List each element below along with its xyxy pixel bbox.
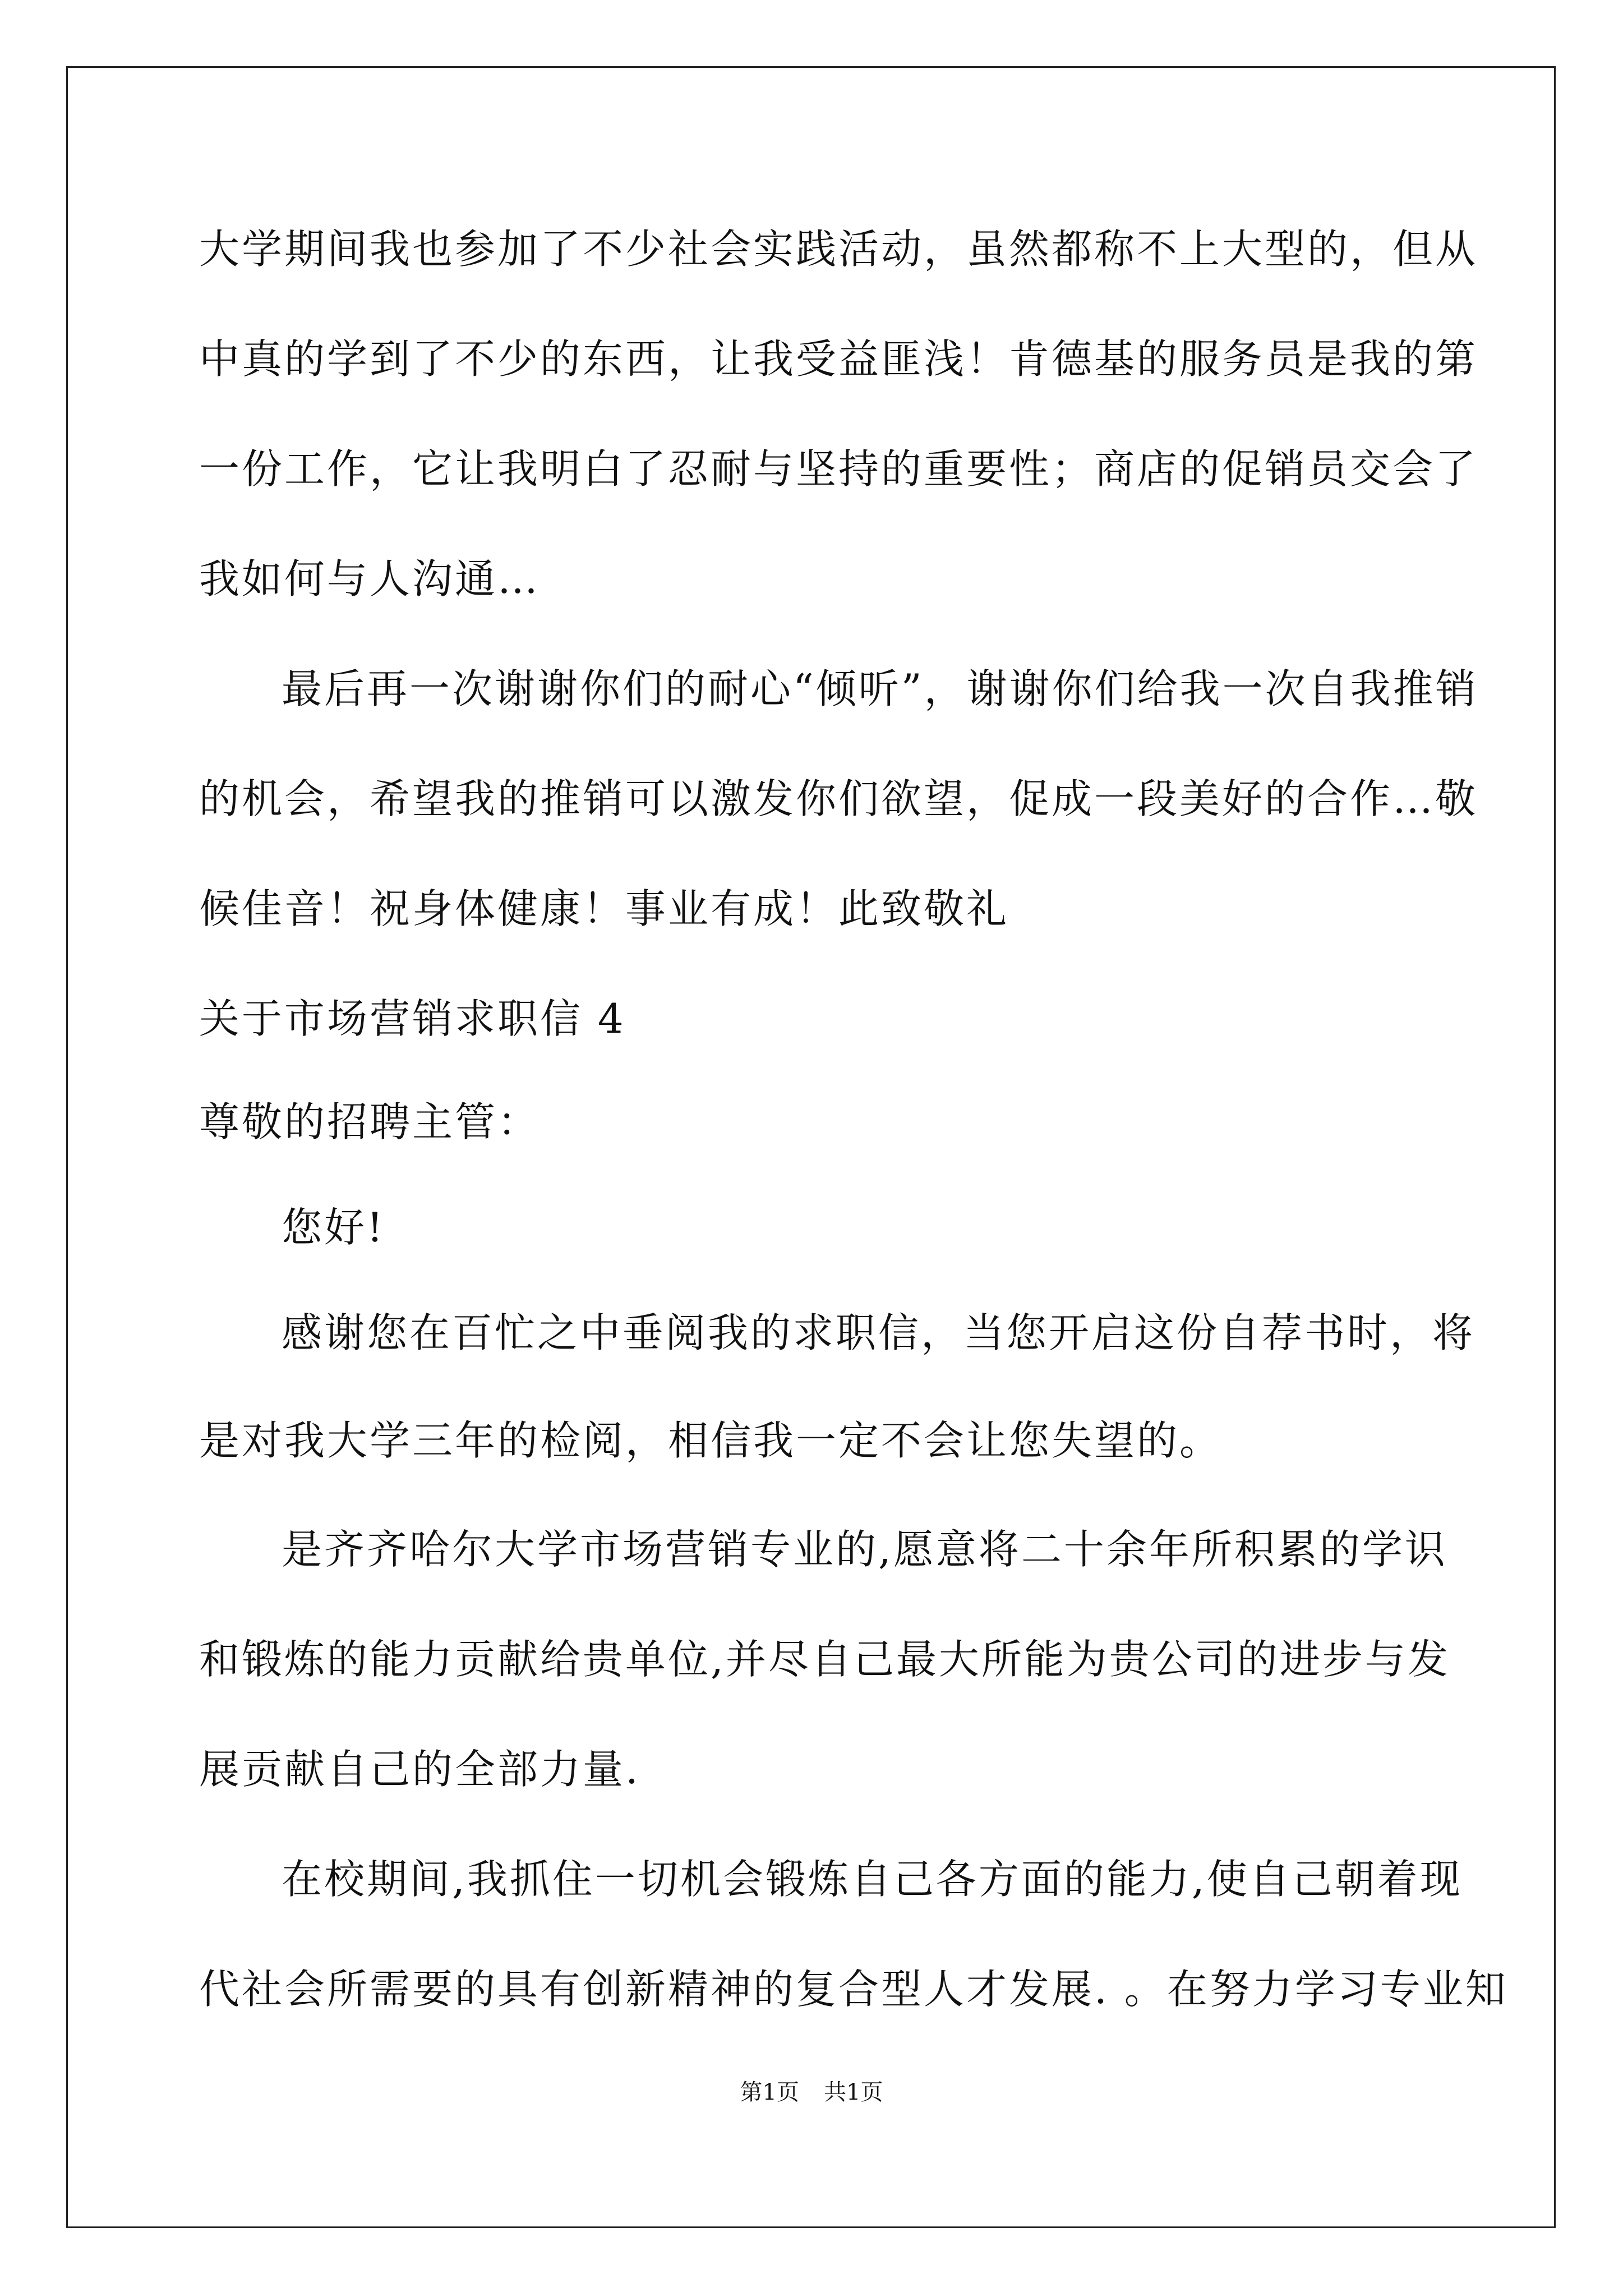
body-line-6: 的机会，希望我的推销可以激发你们欲望，促成一段美好的合作…敬 [199, 775, 1478, 822]
salutation: 尊敬的招聘主管： [199, 1098, 541, 1145]
body-line-11: 和锻炼的能力贡献给贵单位,并尽自己最大所能为贵公司的进步与发 [199, 1636, 1450, 1683]
body-line-14: 代社会所需要的具有创新精神的复合型人才发展. 。在努力学习专业知 [199, 1966, 1508, 2013]
body-line-8: 感谢您在百忙之中垂阅我的求职信，当您开启这份自荐书时，将 [282, 1309, 1476, 1356]
page-number: 第1页 [740, 2079, 799, 2105]
page-footer [0, 2077, 1623, 2108]
greeting: 您好! [282, 1204, 385, 1251]
body-line-13: 在校期间,我抓住一切机会锻炼自己各方面的能力,使自己朝着现 [282, 1856, 1463, 1903]
body-line-1: 大学期间我也参加了不少社会实践活动，虽然都称不上大型的，但从 [199, 226, 1478, 273]
page-total: 共1页 [824, 2079, 883, 2105]
body-line-5: 最后再一次谢谢你们的耐心“倾听”，谢谢你们给我一次自我推销 [282, 665, 1478, 712]
body-line-2: 中真的学到了不少的东西，让我受益匪浅！肯德基的服务员是我的第 [199, 335, 1478, 383]
body-line-3: 一份工作，它让我明白了忍耐与坚持的重要性；商店的促销员交会了 [199, 445, 1478, 493]
body-line-10: 是齐齐哈尔大学市场营销专业的,愿意将二十余年所积累的学识 [282, 1526, 1447, 1573]
body-line-12: 展贡献自己的全部力量. [199, 1746, 640, 1793]
body-line-9: 是对我大学三年的检阅，相信我一定不会让您失望的。 [199, 1417, 1223, 1464]
body-line-4: 我如何与人沟通… [199, 555, 541, 602]
section-heading: 关于市场营销求职信 4 [199, 995, 626, 1042]
body-line-7: 候佳音！祝身体健康！事业有成！此致敬礼 [199, 885, 1009, 932]
